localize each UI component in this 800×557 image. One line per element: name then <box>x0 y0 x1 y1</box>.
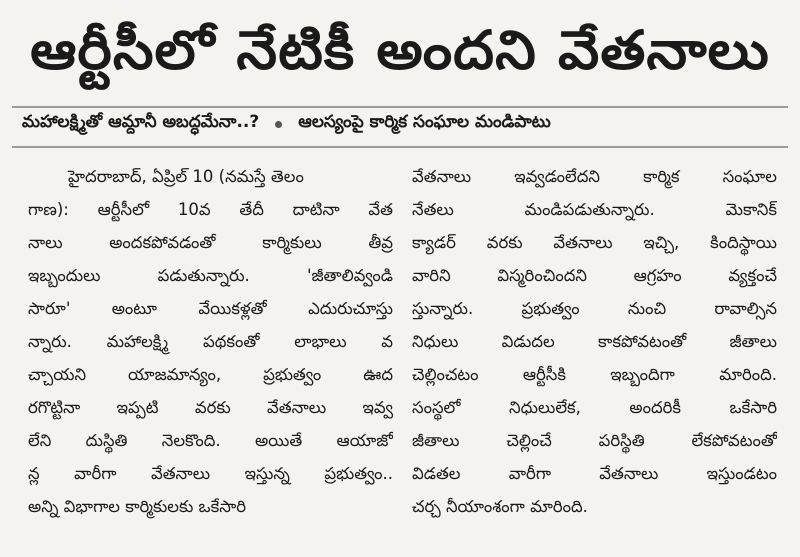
article-line: గాణ): ఆర్టీసీలో 10వ తేదీ దాటినా వేత <box>28 200 393 219</box>
bottom-rule <box>12 146 788 148</box>
article-line: వేతనాలు ఇవ్వడంలేదని కార్మిక సంఘాల <box>412 167 777 186</box>
article-line: హైదరాబాద్, ఏప్రిల్ 10 (నమస్తే తెలం <box>68 167 304 186</box>
article-line: న్ల వారీగా వేతనాలు ఇస్తున్న ప్రభుత్వం.. <box>28 464 393 483</box>
article-line: విడతల వారీగా వేతనాలు ఇస్తుండటం <box>412 464 777 483</box>
article-line: వారిని విస్మరించిందని ఆగ్రహం వ్యక్తంచే <box>412 266 777 285</box>
article-line: లేని దుస్థితి నెలకొంది. అయితే ఆయాజో <box>28 431 393 450</box>
article-line: జీతాలు చెల్లించే పరిస్థితి లేకపోవటంతో <box>412 431 777 450</box>
article-line: క్యాడర్ వరకు వేతనాలు ఇచ్చి, కిందిస్థాయి <box>412 233 777 252</box>
article-line: చర్చ నీయాంశంగా మారింది. <box>412 497 588 516</box>
top-rule <box>12 106 788 108</box>
subheading-left: మహాలక్ష్మితో ఆమ్దానీ అబద్ధమేనా..? <box>22 112 260 132</box>
article-line: న్నారు. మహాలక్ష్మి పథకంతో లాభాలు వ <box>28 332 393 351</box>
article-line: అన్ని విభాగాల కార్మికులకు ఒకేసారి <box>28 497 247 516</box>
subheading-row <box>22 112 792 136</box>
article-line: నేతలు మండిపడుతున్నారు. మెకానిక్ <box>412 200 777 219</box>
article-line: నాలు అందకపోవడంతో కార్మికులు తీవ్ర <box>28 233 393 252</box>
article-line: సంస్థలో నిధులులేక, అందరికీ ఒకేసారి <box>412 398 777 417</box>
bullet-icon <box>275 121 282 128</box>
article-column-right <box>412 160 777 523</box>
article-line: చెల్లించటం ఆర్టీసీకి ఇబ్బందిగా మారింది. <box>412 365 777 384</box>
article-line: స్తున్నారు. ప్రభుత్వం నుంచి రావాల్సిన <box>412 299 777 318</box>
article-line: ఇబ్బందులు పడుతున్నారు. 'జీతాలివ్వండి <box>28 266 393 285</box>
article-line: రగొట్టినా ఇప్పటి వరకు వేతనాలు ఇవ్వ <box>28 398 393 417</box>
article-line: నిధులు విడుదల కాకపోవటంతో జీతాలు <box>412 332 777 351</box>
article-line: చ్చాయని యాజమాన్యం, ప్రభుత్వం ఊద <box>28 365 393 384</box>
article-line: సారూ' అంటూ వేయికళ్లతో ఎదురుచూస్తు <box>28 299 393 318</box>
headline: ఆర్టీసీలో నేటికీ అందని వేతనాలు <box>30 18 770 82</box>
article-column-left <box>28 160 393 523</box>
subheading-right: ఆలస్యంపై కార్మిక సంఘాల మండిపాటు <box>298 112 551 132</box>
